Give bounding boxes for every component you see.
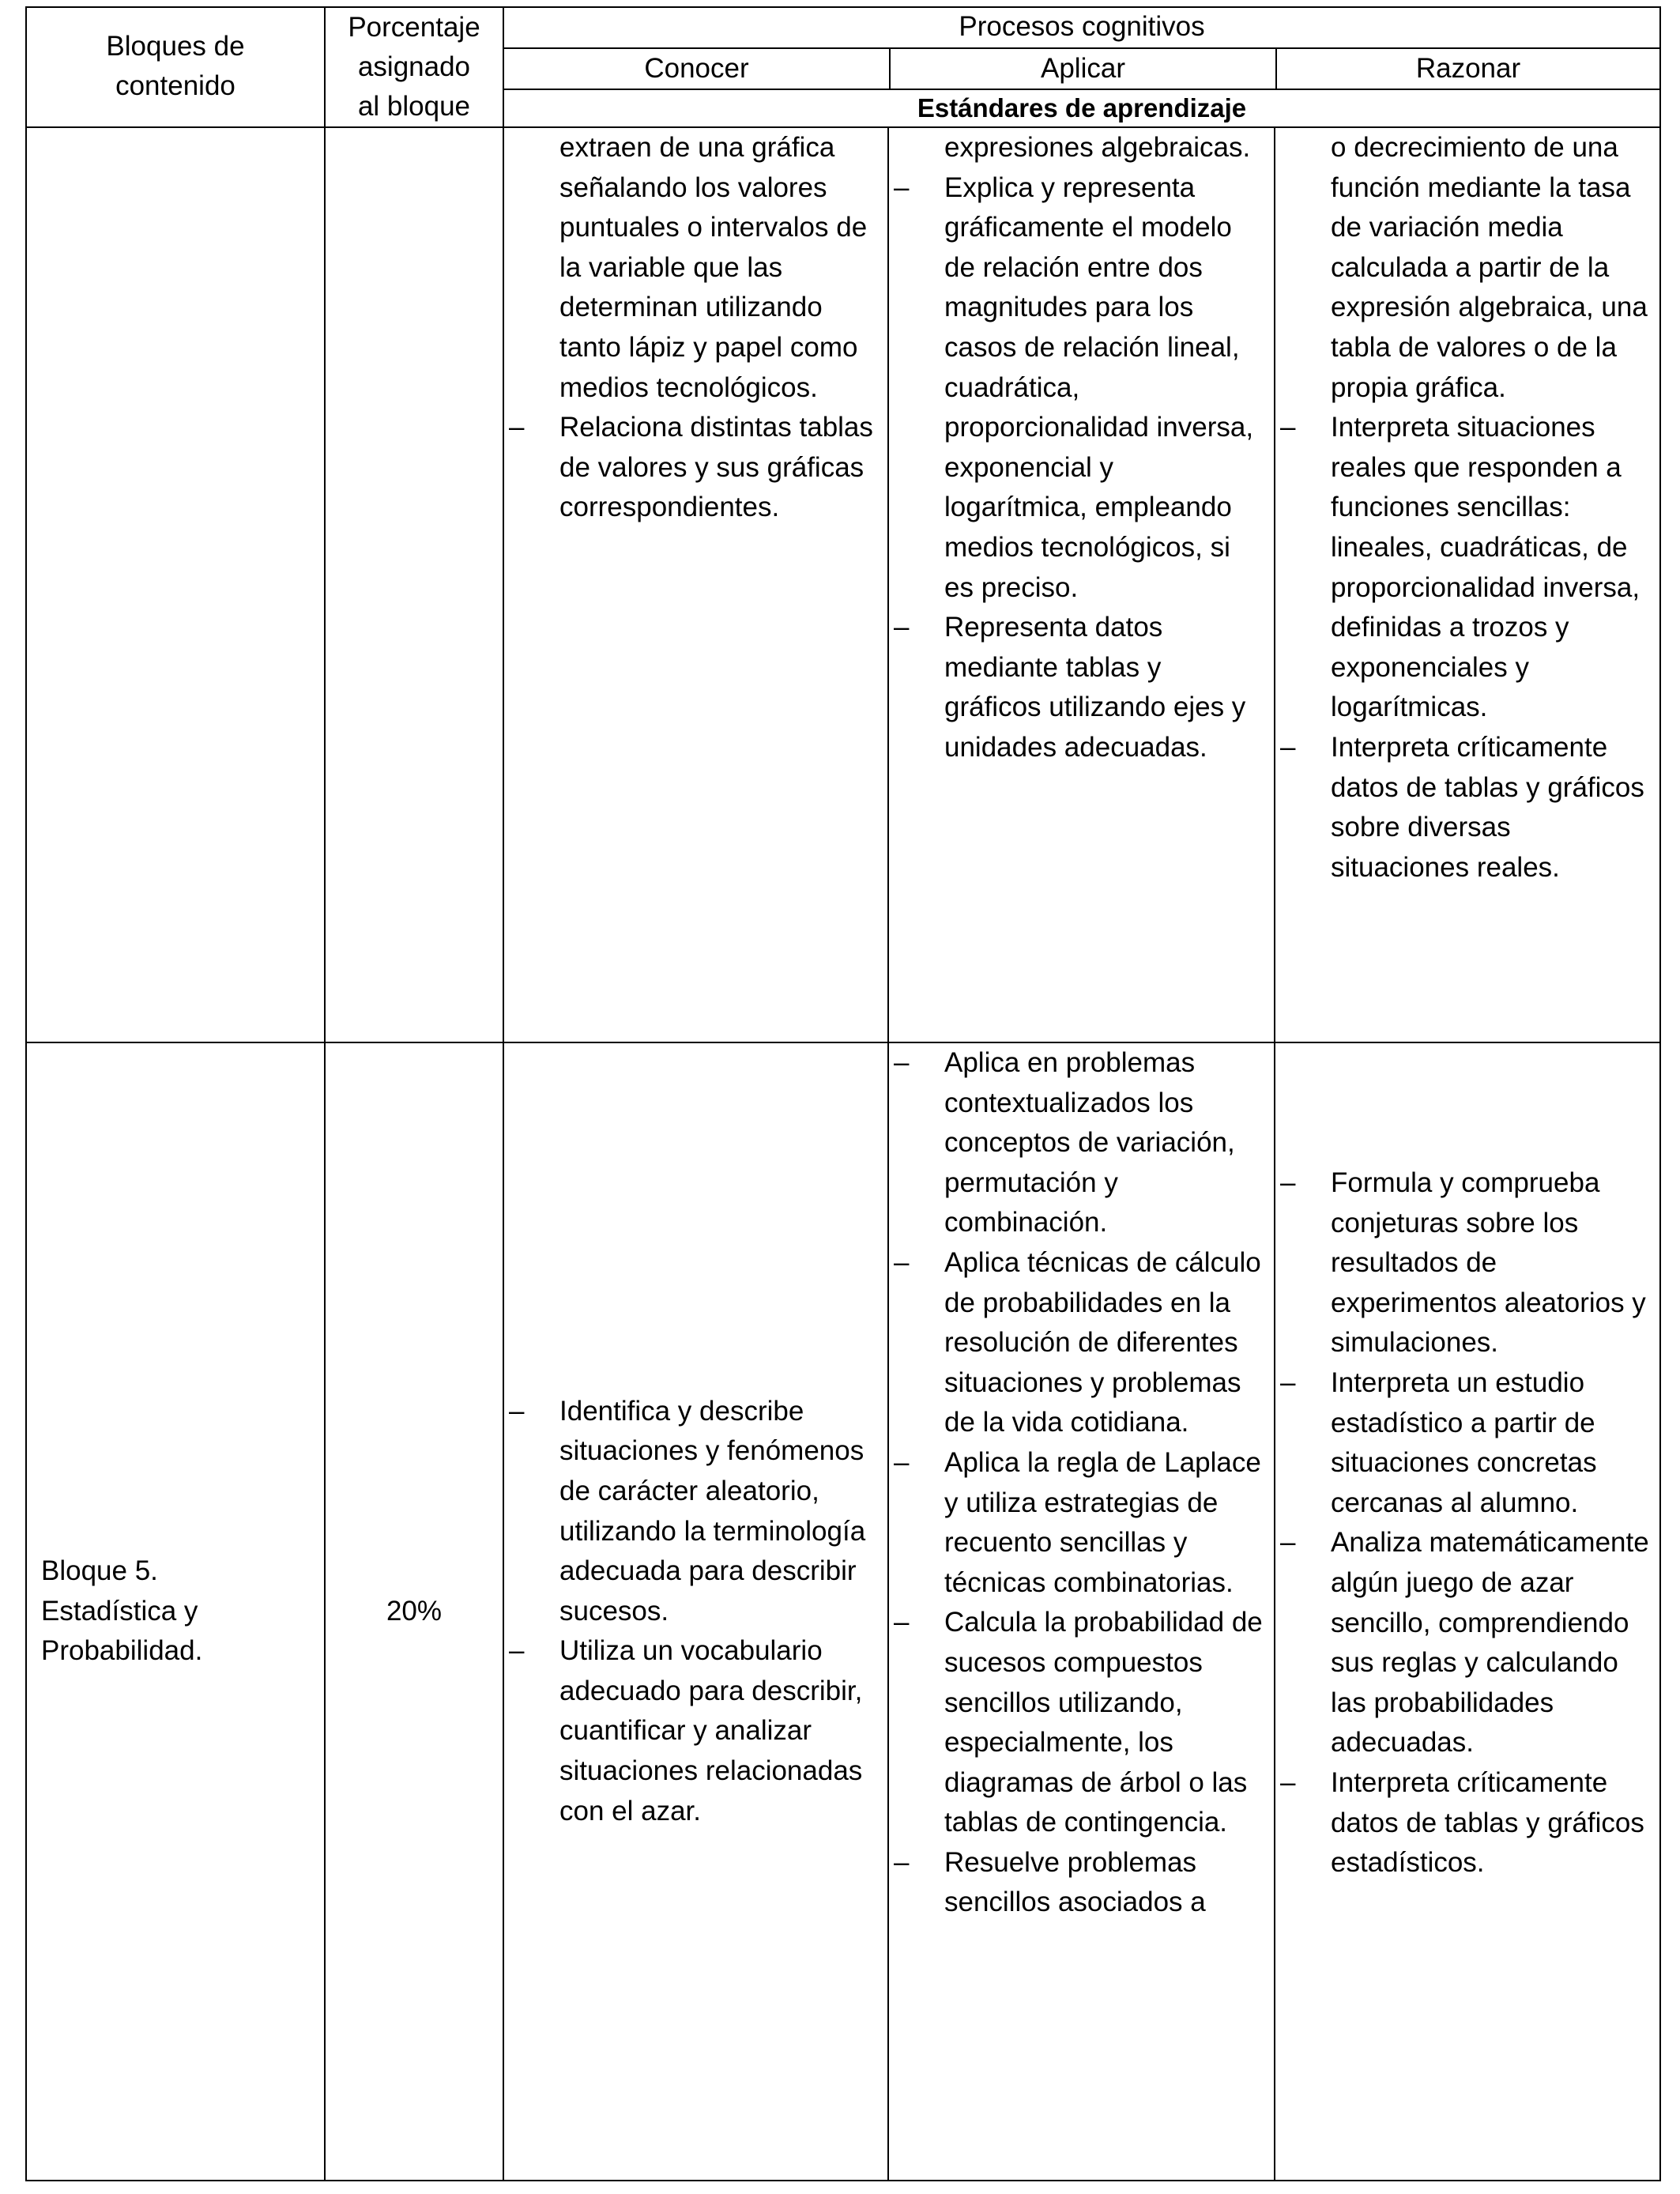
row1-aplicar-cell: [887, 128, 1274, 1042]
list-item: – Interpreta críticamente datos de tablas y gráficos estadísticos.: [1275, 1763, 1652, 1883]
dash-bullet: –: [894, 172, 910, 203]
header-razonar: Razonar: [1415, 53, 1521, 84]
row1-conocer-list: [504, 128, 876, 528]
list-item: – Calcula la probabilidad de sucesos compuestos sencillos utilizando, especialmente, los diagramas de árbol o las tablas de contingencia.: [889, 1603, 1263, 1843]
header-porcentaje-line3: al bloque: [357, 91, 471, 122]
row2-porcentaje-cell: [324, 1043, 503, 2180]
dash-bullet: –: [509, 1395, 525, 1427]
row1-razonar-cell: [1274, 128, 1661, 1042]
table-row-1: [25, 128, 1661, 1042]
row2-bloque-line2: Estadística y: [41, 1595, 198, 1627]
list-item: – Aplica en problemas contextualizados los conceptos de variación, permutación y combinación.: [889, 1043, 1263, 1243]
dash-bullet: –: [1280, 1527, 1296, 1559]
header-procesos: Procesos cognitivos: [959, 11, 1205, 42]
list-item: – Interpreta situaciones reales que responden a funciones sencillas: lineales, cuadráticas, de proporcionalidad inversa, definidas a trozos y exponenciales y logarítmicas.: [1275, 408, 1652, 728]
dash-bullet: –: [894, 1047, 910, 1078]
header-conocer: Conocer: [644, 53, 749, 84]
header-estandares: Estándares de aprendizaje: [917, 93, 1247, 123]
list-item: – Interpreta críticamente datos de tablas y gráficos sobre diversas situaciones reales.: [1275, 728, 1652, 888]
row2-razonar-list: [1275, 1163, 1652, 1883]
row2-porcentaje: 20%: [386, 1596, 443, 1627]
dash-bullet: –: [1280, 1367, 1296, 1398]
list-item: – Interpreta un estudio estadístico a partir de situaciones concretas cercanas al alumno.: [1275, 1363, 1652, 1523]
list-item: – Utiliza un vocabulario adecuado para describir, cuantificar y analizar situaciones relacionadas con el azar.: [504, 1631, 876, 1831]
list-item: – Representa datos mediante tablas y gráficos utilizando ejes y unidades adecuadas.: [889, 608, 1263, 767]
list-item: – Identifica y describe situaciones y fenómenos de carácter aleatorio, utilizando la terminología adecuada para describir sucesos.: [504, 1392, 876, 1632]
list-item: extraen de una gráfica señalando los valores puntuales o intervalos de la variable que las determinan utilizando tanto lápiz y papel como medios tecnológicos.: [559, 132, 868, 403]
row2-bloque-cell: [25, 1043, 324, 2180]
dash-bullet: –: [1280, 1766, 1296, 1798]
row2-bloque-line3: Probabilidad.: [41, 1635, 203, 1667]
standards-table: [25, 6, 1661, 2181]
row2-aplicar-cell: [887, 1043, 1274, 2180]
list-item: – Aplica técnicas de cálculo de probabilidades en la resolución de diferentes situaciones y problemas de la vida cotidiana.: [889, 1243, 1263, 1443]
header-porcentaje-line1: Porcentaje: [348, 12, 480, 43]
dash-bullet: –: [894, 1846, 910, 1878]
dash-bullet: –: [1280, 731, 1296, 763]
dash-bullet: –: [509, 412, 525, 443]
row2-conocer-cell: [503, 1043, 887, 2180]
row1-aplicar-list: [889, 128, 1263, 768]
row1-porcentaje-cell: [324, 128, 503, 1042]
dash-bullet: –: [894, 1446, 910, 1478]
dash-bullet: –: [1280, 412, 1296, 443]
row2-razonar-cell: [1274, 1043, 1661, 2180]
row2-aplicar-list: [889, 1043, 1263, 1923]
header-bloques-line1: Bloques de: [106, 31, 245, 62]
header-bloques: [25, 6, 324, 126]
list-item: – Analiza matemáticamente algún juego de azar sencillo, comprendiendo sus reglas y calculando las probabilidades adecuadas.: [1275, 1523, 1652, 1763]
header-aplicar: Aplicar: [1041, 53, 1125, 84]
dash-bullet: –: [1280, 1167, 1296, 1198]
table-row-2: [25, 1043, 1661, 2180]
header-bloques-line2: contenido: [115, 70, 235, 101]
row1-razonar-list: [1275, 128, 1652, 888]
row1-conocer-cell: [503, 128, 887, 1042]
table-header: [25, 6, 1661, 126]
list-item: – Aplica la regla de Laplace y utiliza estrategias de recuento sencillas y técnicas combinatorias.: [889, 1443, 1263, 1603]
list-item: – Relaciona distintas tablas de valores y sus gráficas correspondientes.: [504, 408, 876, 528]
list-item: expresiones algebraicas.: [944, 132, 1251, 163]
list-item: – Formula y comprueba conjeturas sobre los resultados de experimentos aleatorios y simulaciones.: [1275, 1163, 1652, 1363]
dash-bullet: –: [894, 1607, 910, 1638]
header-porcentaje-line2: asignado: [357, 51, 471, 82]
list-item: – Explica y representa gráficamente el modelo de relación entre dos magnitudes para los casos de relación lineal, cuadrática, proporcionalidad inversa, exponencial y logarítmica, empleando medios tecnológicos, si es preciso.: [889, 168, 1263, 609]
row1-bloque-cell: [25, 128, 324, 1042]
header-porcentaje: [324, 6, 503, 126]
row2-bloque-line1: Bloque 5.: [41, 1555, 158, 1587]
list-item: o decrecimiento de una función mediante la tasa de variación media calculada a partir de la expresión algebraica, una tabla de valores o de la propia gráfica.: [1331, 132, 1648, 403]
row2-bloque-label: [41, 1043, 202, 2180]
dash-bullet: –: [509, 1635, 525, 1667]
list-item: – Resuelve problemas sencillos asociados a: [889, 1843, 1263, 1923]
dash-bullet: –: [894, 612, 910, 643]
table-bottom-border: [25, 2180, 1661, 2181]
header-procesos-block: [503, 6, 1661, 126]
row2-conocer-list: [504, 1392, 876, 1832]
dash-bullet: –: [894, 1246, 910, 1278]
